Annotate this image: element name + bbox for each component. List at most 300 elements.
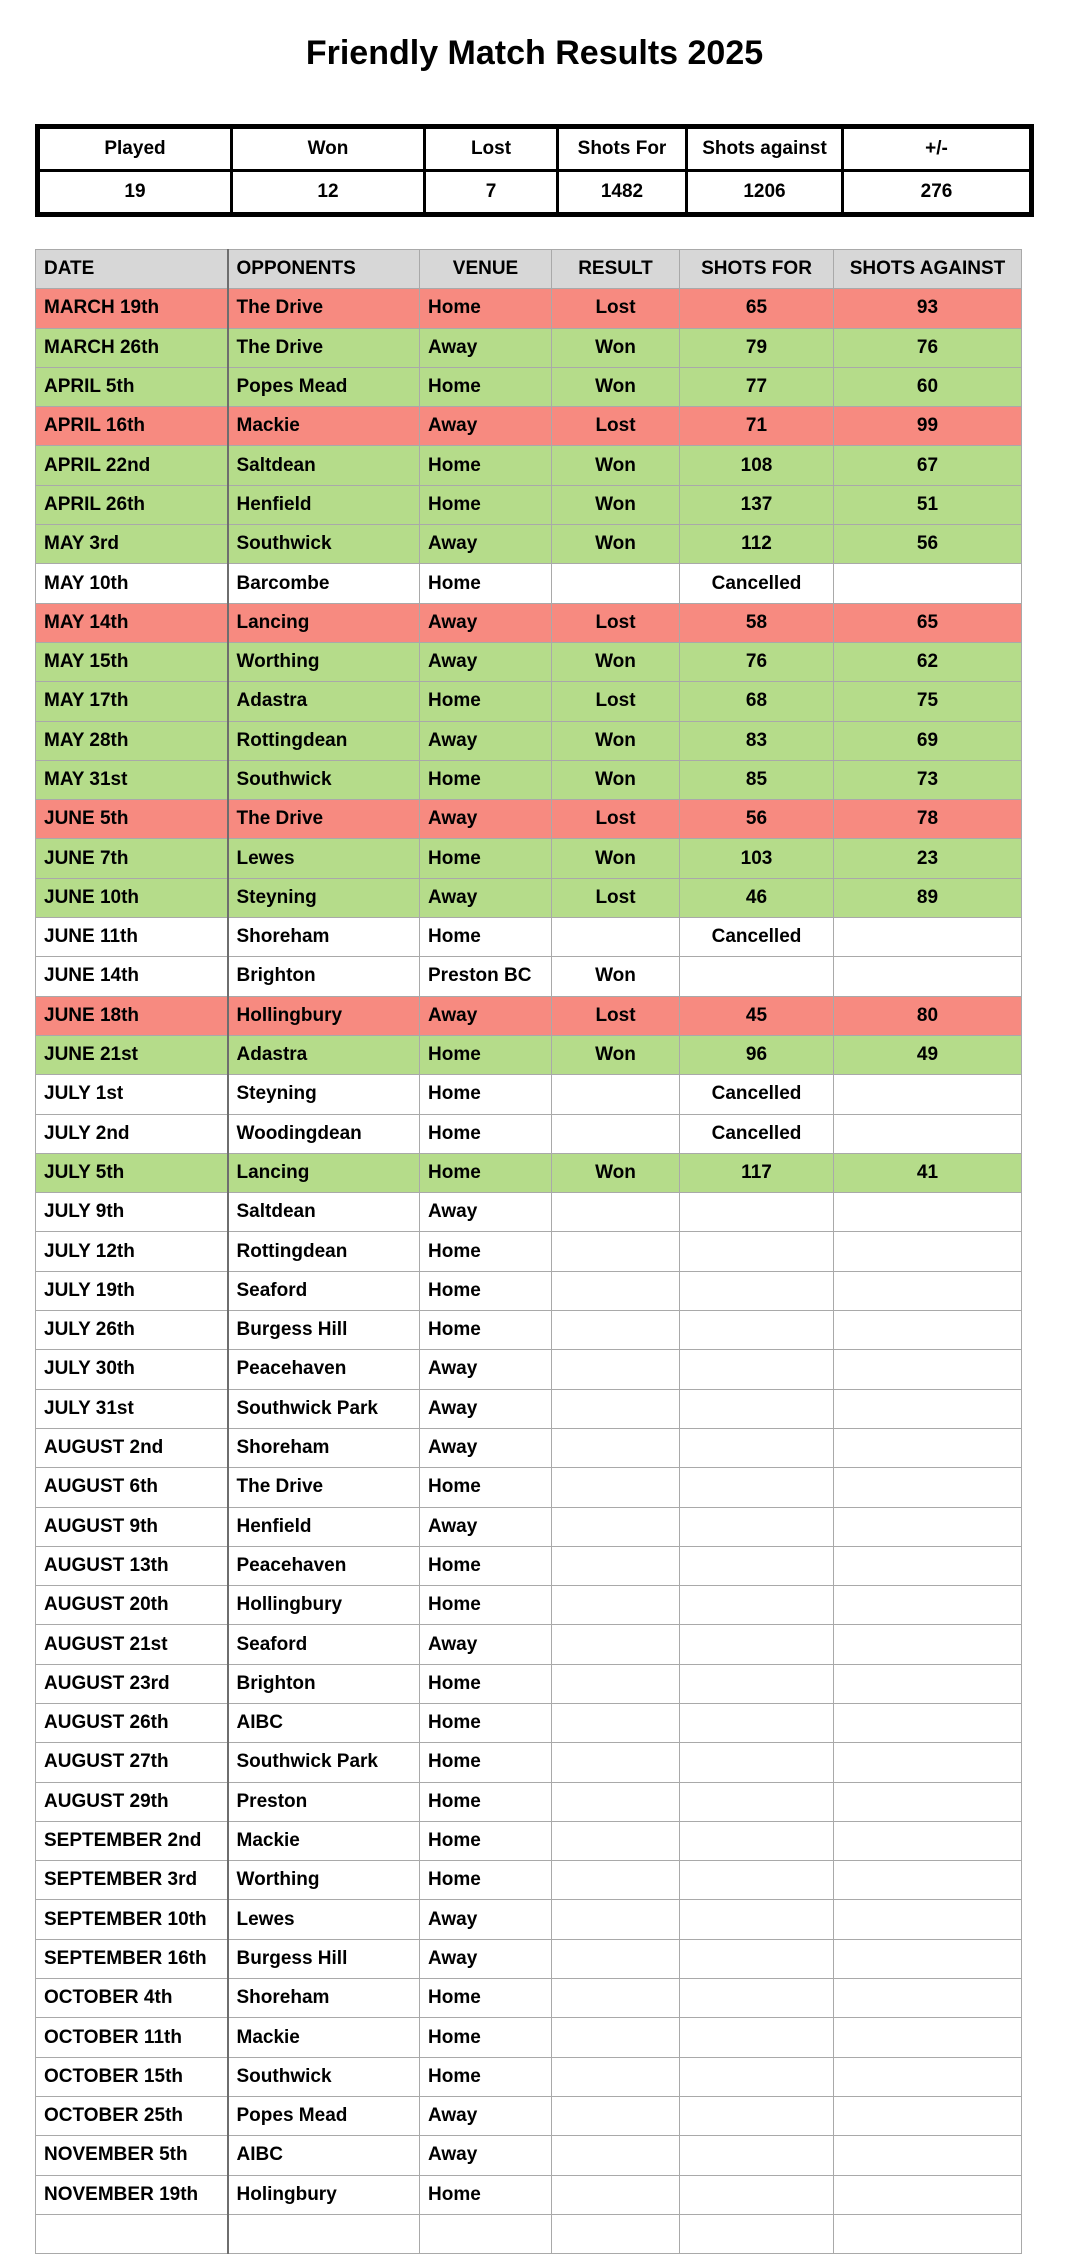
result-cell	[552, 1428, 680, 1467]
opponent-cell: Hollingbury	[228, 996, 420, 1035]
result-cell	[552, 1900, 680, 1939]
opponent-cell: The Drive	[228, 800, 420, 839]
table-row	[36, 1232, 1022, 1271]
venue-cell: Home	[420, 446, 552, 485]
result-cell	[552, 2214, 680, 2253]
shots-against-cell: 93	[834, 289, 1022, 328]
venue-cell: Home	[420, 1468, 552, 1507]
date-cell: AUGUST 9th	[36, 1507, 228, 1546]
shots-for-cell: 83	[680, 721, 834, 760]
table-row	[36, 1586, 1022, 1625]
shots-against-cell	[834, 1389, 1022, 1428]
date-cell: JULY 31st	[36, 1389, 228, 1428]
date-cell: JULY 9th	[36, 1193, 228, 1232]
result-cell: Lost	[552, 800, 680, 839]
venue-cell: Home	[420, 1311, 552, 1350]
date-cell: JULY 12th	[36, 1232, 228, 1271]
result-cell: Won	[552, 485, 680, 524]
shots-for-cell: 96	[680, 1035, 834, 1074]
summary-value-lost: 7	[425, 171, 558, 215]
date-cell: JULY 2nd	[36, 1114, 228, 1153]
fixtures-body	[36, 289, 1022, 2254]
result-cell: Lost	[552, 878, 680, 917]
date-cell: JUNE 11th	[36, 918, 228, 957]
venue-cell: Home	[420, 564, 552, 603]
venue-cell: Away	[420, 1389, 552, 1428]
opponent-cell: AIBC	[228, 2136, 420, 2175]
result-cell: Won	[552, 957, 680, 996]
table-row	[36, 1350, 1022, 1389]
venue-cell: Home	[420, 1861, 552, 1900]
venue-cell: Home	[420, 1979, 552, 2018]
shots-against-cell: 76	[834, 328, 1022, 367]
shots-for-cell: 108	[680, 446, 834, 485]
opponent-cell: Mackie	[228, 407, 420, 446]
date-cell: MAY 17th	[36, 682, 228, 721]
shots-for-cell: Cancelled	[680, 1075, 834, 1114]
shots-against-cell	[834, 2175, 1022, 2214]
opponent-cell: Seaford	[228, 1625, 420, 1664]
venue-cell: Home	[420, 1075, 552, 1114]
date-cell: MARCH 26th	[36, 328, 228, 367]
opponent-cell: Shoreham	[228, 918, 420, 957]
shots-against-cell: 60	[834, 367, 1022, 406]
shots-against-cell	[834, 1428, 1022, 1467]
venue-cell: Home	[420, 1586, 552, 1625]
summary-value-played: 19	[38, 171, 232, 215]
shots-for-cell	[680, 1468, 834, 1507]
date-cell: OCTOBER 11th	[36, 2018, 228, 2057]
fixtures-header-row	[36, 250, 1022, 289]
venue-cell: Home	[420, 1546, 552, 1585]
result-cell	[552, 1468, 680, 1507]
result-cell	[552, 1507, 680, 1546]
venue-cell: Away	[420, 1939, 552, 1978]
shots-for-cell	[680, 1821, 834, 1860]
result-cell	[552, 2057, 680, 2096]
shots-for-cell	[680, 1979, 834, 2018]
date-cell: APRIL 16th	[36, 407, 228, 446]
shots-for-cell: 46	[680, 878, 834, 917]
shots-against-cell	[834, 1311, 1022, 1350]
shots-against-cell	[834, 1782, 1022, 1821]
venue-cell: Home	[420, 1232, 552, 1271]
date-cell: JUNE 14th	[36, 957, 228, 996]
shots-against-cell	[834, 1861, 1022, 1900]
summary-table	[35, 124, 1034, 217]
date-cell: JULY 19th	[36, 1271, 228, 1310]
result-cell: Won	[552, 1035, 680, 1074]
shots-for-cell	[680, 1232, 834, 1271]
result-cell: Won	[552, 446, 680, 485]
header-shots-against: SHOTS AGAINST	[834, 250, 1022, 289]
shots-against-cell	[834, 957, 1022, 996]
venue-cell: Away	[420, 2136, 552, 2175]
result-cell	[552, 1979, 680, 2018]
table-row	[36, 564, 1022, 603]
result-cell	[552, 1625, 680, 1664]
shots-for-cell	[680, 1625, 834, 1664]
table-row	[36, 2096, 1022, 2135]
shots-against-cell	[834, 2214, 1022, 2253]
venue-cell: Home	[420, 1743, 552, 1782]
date-cell: JUNE 10th	[36, 878, 228, 917]
shots-against-cell	[834, 1743, 1022, 1782]
opponent-cell: The Drive	[228, 1468, 420, 1507]
shots-for-cell: 65	[680, 289, 834, 328]
result-cell	[552, 1664, 680, 1703]
date-cell: AUGUST 6th	[36, 1468, 228, 1507]
venue-cell: Away	[420, 642, 552, 681]
summary-value-won: 12	[232, 171, 425, 215]
opponent-cell: Burgess Hill	[228, 1939, 420, 1978]
opponent-cell: The Drive	[228, 328, 420, 367]
result-cell	[552, 1586, 680, 1625]
result-cell: Won	[552, 525, 680, 564]
opponent-cell: Peacehaven	[228, 1546, 420, 1585]
summary-header-row	[38, 127, 1032, 171]
shots-against-cell: 78	[834, 800, 1022, 839]
summary-header-won: Won	[232, 127, 425, 171]
opponent-cell: Preston	[228, 1782, 420, 1821]
opponent-cell	[228, 2214, 420, 2253]
result-cell: Lost	[552, 996, 680, 1035]
table-row	[36, 1861, 1022, 1900]
venue-cell: Home	[420, 2018, 552, 2057]
venue-cell: Home	[420, 1782, 552, 1821]
venue-cell: Home	[420, 1703, 552, 1742]
shots-against-cell	[834, 1232, 1022, 1271]
venue-cell: Home	[420, 1821, 552, 1860]
table-row	[36, 878, 1022, 917]
shots-for-cell	[680, 1861, 834, 1900]
date-cell: JUNE 5th	[36, 800, 228, 839]
shots-against-cell: 23	[834, 839, 1022, 878]
date-cell: SEPTEMBER 2nd	[36, 1821, 228, 1860]
venue-cell: Away	[420, 1428, 552, 1467]
summary-value-shots-for: 1482	[558, 171, 687, 215]
opponent-cell: Saltdean	[228, 1193, 420, 1232]
shots-for-cell	[680, 2175, 834, 2214]
table-row	[36, 1939, 1022, 1978]
table-row	[36, 407, 1022, 446]
opponent-cell: Rottingdean	[228, 721, 420, 760]
result-cell	[552, 564, 680, 603]
date-cell: MAY 31st	[36, 760, 228, 799]
venue-cell: Preston BC	[420, 957, 552, 996]
opponent-cell: Barcombe	[228, 564, 420, 603]
shots-against-cell	[834, 1350, 1022, 1389]
date-cell: OCTOBER 4th	[36, 1979, 228, 2018]
opponent-cell: Henfield	[228, 485, 420, 524]
shots-against-cell	[834, 1546, 1022, 1585]
table-row	[36, 1193, 1022, 1232]
summary-value-difference: 276	[843, 171, 1032, 215]
opponent-cell: Popes Mead	[228, 2096, 420, 2135]
table-row	[36, 839, 1022, 878]
table-row	[36, 1546, 1022, 1585]
result-cell	[552, 918, 680, 957]
shots-against-cell	[834, 1271, 1022, 1310]
opponent-cell: Steyning	[228, 1075, 420, 1114]
shots-for-cell: 137	[680, 485, 834, 524]
shots-against-cell	[834, 564, 1022, 603]
opponent-cell: Woodingdean	[228, 1114, 420, 1153]
opponent-cell: Lancing	[228, 603, 420, 642]
shots-for-cell: 68	[680, 682, 834, 721]
result-cell	[552, 2136, 680, 2175]
fixtures-table	[35, 249, 1022, 2254]
shots-for-cell	[680, 2018, 834, 2057]
table-row	[36, 2175, 1022, 2214]
shots-for-cell	[680, 1703, 834, 1742]
opponent-cell: Adastra	[228, 682, 420, 721]
opponent-cell: Southwick	[228, 2057, 420, 2096]
shots-against-cell: 49	[834, 1035, 1022, 1074]
venue-cell: Home	[420, 1035, 552, 1074]
venue-cell: Home	[420, 918, 552, 957]
table-row	[36, 800, 1022, 839]
venue-cell: Away	[420, 2096, 552, 2135]
date-cell: AUGUST 21st	[36, 1625, 228, 1664]
shots-for-cell: Cancelled	[680, 564, 834, 603]
result-cell	[552, 1350, 680, 1389]
shots-against-cell: 67	[834, 446, 1022, 485]
venue-cell: Home	[420, 367, 552, 406]
shots-for-cell	[680, 1389, 834, 1428]
date-cell: AUGUST 26th	[36, 1703, 228, 1742]
shots-for-cell	[680, 2057, 834, 2096]
shots-for-cell	[680, 1743, 834, 1782]
opponent-cell: Steyning	[228, 878, 420, 917]
venue-cell: Away	[420, 721, 552, 760]
date-cell: JULY 1st	[36, 1075, 228, 1114]
opponent-cell: Southwick Park	[228, 1389, 420, 1428]
opponent-cell: Southwick	[228, 525, 420, 564]
shots-for-cell	[680, 1782, 834, 1821]
shots-against-cell	[834, 1664, 1022, 1703]
table-row	[36, 1114, 1022, 1153]
summary-header-difference: +/-	[843, 127, 1032, 171]
table-row	[36, 367, 1022, 406]
date-cell: JUNE 21st	[36, 1035, 228, 1074]
result-cell: Lost	[552, 603, 680, 642]
venue-cell: Home	[420, 1664, 552, 1703]
summary-header-lost: Lost	[425, 127, 558, 171]
venue-cell: Away	[420, 1625, 552, 1664]
result-cell	[552, 1193, 680, 1232]
shots-against-cell	[834, 1979, 1022, 2018]
opponent-cell: AIBC	[228, 1703, 420, 1742]
shots-for-cell: 103	[680, 839, 834, 878]
summary-header-played: Played	[38, 127, 232, 171]
shots-against-cell	[834, 2136, 1022, 2175]
shots-for-cell: Cancelled	[680, 1114, 834, 1153]
venue-cell: Away	[420, 328, 552, 367]
shots-for-cell	[680, 2096, 834, 2135]
result-cell: Won	[552, 721, 680, 760]
opponent-cell: Shoreham	[228, 1428, 420, 1467]
date-cell: SEPTEMBER 3rd	[36, 1861, 228, 1900]
date-cell: AUGUST 2nd	[36, 1428, 228, 1467]
opponent-cell: Mackie	[228, 2018, 420, 2057]
table-row	[36, 721, 1022, 760]
date-cell: JUNE 7th	[36, 839, 228, 878]
opponent-cell: Adastra	[228, 1035, 420, 1074]
date-cell: JUNE 18th	[36, 996, 228, 1035]
venue-cell	[420, 2214, 552, 2253]
result-cell: Won	[552, 367, 680, 406]
opponent-cell: Rottingdean	[228, 1232, 420, 1271]
summary-value-shots-against: 1206	[687, 171, 843, 215]
table-row	[36, 1743, 1022, 1782]
result-cell	[552, 1389, 680, 1428]
date-cell: JULY 30th	[36, 1350, 228, 1389]
date-cell: JULY 5th	[36, 1153, 228, 1192]
table-row	[36, 1782, 1022, 1821]
table-row	[36, 1271, 1022, 1310]
date-cell: MARCH 19th	[36, 289, 228, 328]
header-result: RESULT	[552, 250, 680, 289]
venue-cell: Home	[420, 485, 552, 524]
shots-against-cell	[834, 1507, 1022, 1546]
header-venue: VENUE	[420, 250, 552, 289]
result-cell: Won	[552, 642, 680, 681]
opponent-cell: Worthing	[228, 642, 420, 681]
shots-for-cell	[680, 2136, 834, 2175]
shots-for-cell: 45	[680, 996, 834, 1035]
date-cell: MAY 10th	[36, 564, 228, 603]
result-cell: Lost	[552, 407, 680, 446]
shots-against-cell: 89	[834, 878, 1022, 917]
result-cell: Won	[552, 839, 680, 878]
shots-for-cell	[680, 1350, 834, 1389]
header-opponents: OPPONENTS	[228, 250, 420, 289]
shots-against-cell	[834, 1193, 1022, 1232]
shots-against-cell	[834, 2018, 1022, 2057]
result-cell	[552, 1114, 680, 1153]
table-row	[36, 603, 1022, 642]
opponent-cell: Popes Mead	[228, 367, 420, 406]
shots-against-cell: 69	[834, 721, 1022, 760]
shots-against-cell	[834, 1939, 1022, 1978]
table-row	[36, 1664, 1022, 1703]
venue-cell: Home	[420, 2057, 552, 2096]
shots-for-cell: 58	[680, 603, 834, 642]
result-cell	[552, 1939, 680, 1978]
result-cell	[552, 1703, 680, 1742]
date-cell: AUGUST 27th	[36, 1743, 228, 1782]
result-cell: Won	[552, 328, 680, 367]
result-cell	[552, 1075, 680, 1114]
date-cell: SEPTEMBER 16th	[36, 1939, 228, 1978]
table-row	[36, 760, 1022, 799]
date-cell: MAY 15th	[36, 642, 228, 681]
opponent-cell: Henfield	[228, 1507, 420, 1546]
shots-for-cell: 77	[680, 367, 834, 406]
table-row	[36, 1075, 1022, 1114]
opponent-cell: Shoreham	[228, 1979, 420, 2018]
result-cell	[552, 1743, 680, 1782]
venue-cell: Home	[420, 682, 552, 721]
venue-cell: Away	[420, 1900, 552, 1939]
shots-against-cell	[834, 1468, 1022, 1507]
venue-cell: Away	[420, 603, 552, 642]
shots-against-cell	[834, 2057, 1022, 2096]
venue-cell: Away	[420, 800, 552, 839]
date-cell: APRIL 26th	[36, 485, 228, 524]
venue-cell: Home	[420, 839, 552, 878]
opponent-cell: The Drive	[228, 289, 420, 328]
shots-against-cell	[834, 1586, 1022, 1625]
opponent-cell: Lewes	[228, 839, 420, 878]
opponent-cell: Peacehaven	[228, 1350, 420, 1389]
venue-cell: Away	[420, 878, 552, 917]
shots-against-cell: 51	[834, 485, 1022, 524]
result-cell	[552, 2018, 680, 2057]
result-cell: Lost	[552, 682, 680, 721]
table-row	[36, 1625, 1022, 1664]
table-row	[36, 996, 1022, 1035]
table-row	[36, 642, 1022, 681]
table-row	[36, 1468, 1022, 1507]
opponent-cell: Southwick	[228, 760, 420, 799]
result-cell: Won	[552, 1153, 680, 1192]
date-cell: MAY 3rd	[36, 525, 228, 564]
opponent-cell: Saltdean	[228, 446, 420, 485]
header-shots-for: SHOTS FOR	[680, 250, 834, 289]
table-row	[36, 1428, 1022, 1467]
shots-for-cell	[680, 1939, 834, 1978]
date-cell: OCTOBER 25th	[36, 2096, 228, 2135]
shots-for-cell: 112	[680, 525, 834, 564]
shots-for-cell	[680, 957, 834, 996]
venue-cell: Home	[420, 289, 552, 328]
opponent-cell: Hollingbury	[228, 1586, 420, 1625]
summary-header-shots-for: Shots For	[558, 127, 687, 171]
header-date: DATE	[36, 250, 228, 289]
date-cell: JULY 26th	[36, 1311, 228, 1350]
table-row	[36, 2214, 1022, 2253]
date-cell: AUGUST 23rd	[36, 1664, 228, 1703]
shots-for-cell	[680, 1664, 834, 1703]
table-row	[36, 1821, 1022, 1860]
venue-cell: Away	[420, 525, 552, 564]
venue-cell: Home	[420, 2175, 552, 2214]
table-row	[36, 1979, 1022, 2018]
shots-against-cell	[834, 1900, 1022, 1939]
result-cell	[552, 1271, 680, 1310]
shots-for-cell: 71	[680, 407, 834, 446]
result-cell	[552, 1821, 680, 1860]
result-cell	[552, 1232, 680, 1271]
shots-for-cell	[680, 2214, 834, 2253]
opponent-cell: Lewes	[228, 1900, 420, 1939]
shots-for-cell	[680, 1507, 834, 1546]
date-cell: APRIL 22nd	[36, 446, 228, 485]
table-row	[36, 2057, 1022, 2096]
shots-against-cell	[834, 1114, 1022, 1153]
table-row	[36, 1389, 1022, 1428]
summary-header-shots-against: Shots against	[687, 127, 843, 171]
shots-for-cell: Cancelled	[680, 918, 834, 957]
shots-for-cell	[680, 1193, 834, 1232]
opponent-cell: Burgess Hill	[228, 1311, 420, 1350]
shots-against-cell	[834, 1075, 1022, 1114]
table-row	[36, 485, 1022, 524]
shots-for-cell: 79	[680, 328, 834, 367]
opponent-cell: Brighton	[228, 1664, 420, 1703]
